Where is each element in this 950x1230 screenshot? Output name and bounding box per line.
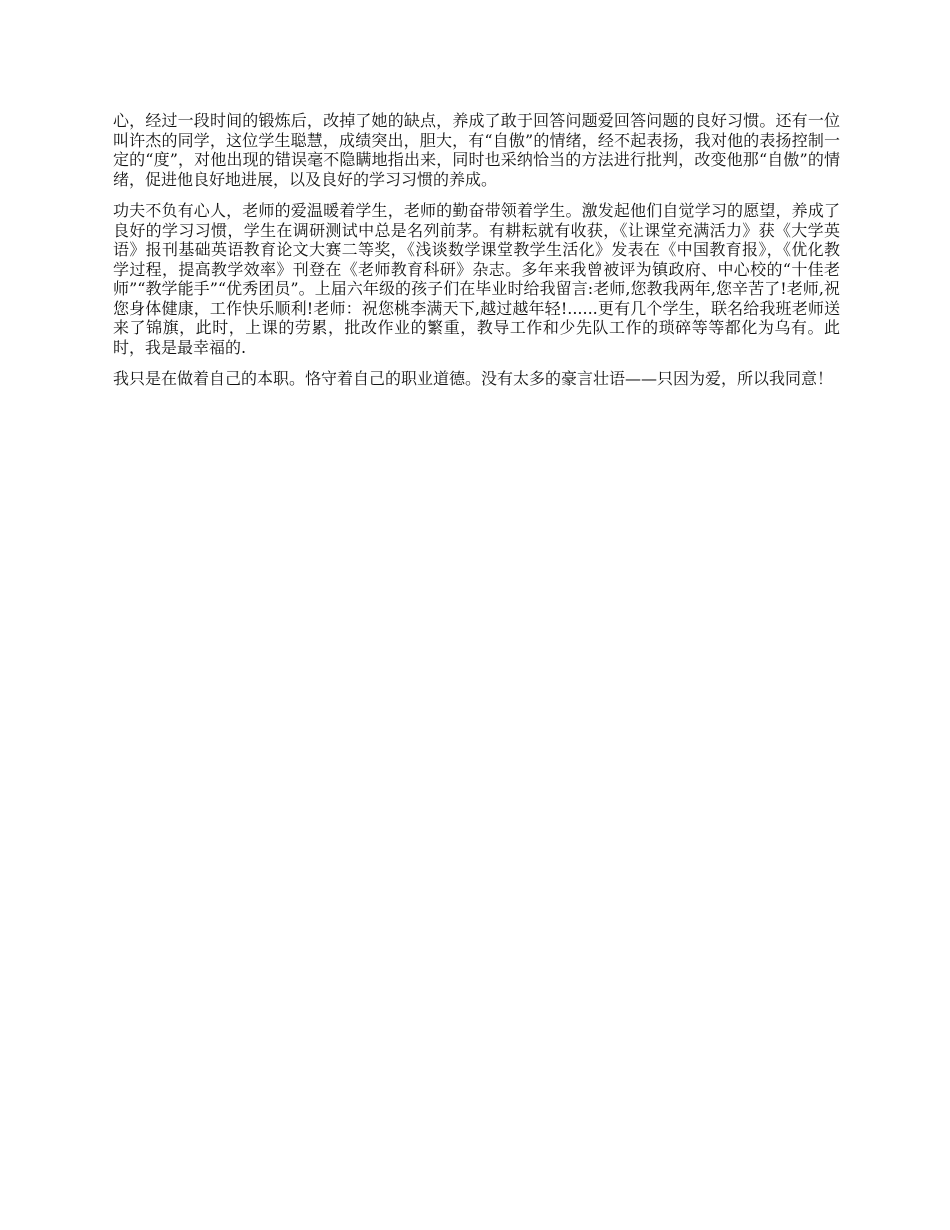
- paragraph-3: 我只是在做着自己的本职。恪守着自己的职业道德。没有太多的豪言壮语——只因为爱，所以我同意！: [113, 369, 834, 388]
- document-page: [113, 111, 840, 401]
- paragraph-1: 心，经过一段时间的锻炼后，改掉了她的缺点，养成了敢于回答问题爱回答问题的良好习惯。还有一位叫许杰的同学，这位学生聪慧，成绩突出，胆大，有“自傲”的情绪，经不起表扬，我对他的表扬控制一定的“度”，对他出现的错误毫不隐瞒地指出来，同时也采纳恰当的方法进行批判，改变他那“自傲”的情绪，促进他良好地进展，以及良好的学习习惯的养成。: [113, 111, 840, 189]
- paragraph-2: 功夫不负有心人，老师的爱温暖着学生，老师的勤奋带领着学生。激发起他们自觉学习的愿望，养成了良好的学习习惯，学生在调研测试中总是名列前茅。有耕耘就有收获，《让课堂充满活力》获《大学英语》报刊基础英语教育论文大赛二等奖，《浅谈数学课堂教学生活化》发表在《中国教育报》，《优化教学过程，提高教学效率》刊登在《老师教育科研》杂志。多年来我曾被评为镇政府、中心校的“十佳老师”“教学能手”“优秀团员”。上届六年级的孩子们在毕业时给我留言:老师,您教我两年,您辛苦了!老师,祝您身体健康，工作快乐顺利!老师：祝您桃李满天下,越过越年轻!......更有几个学生，联名给我班老师送来了锦旗，此时，上课的劳累，批改作业的繁重，教导工作和少先队工作的琐碎等等都化为乌有。此时，我是最幸福的.: [113, 201, 840, 357]
